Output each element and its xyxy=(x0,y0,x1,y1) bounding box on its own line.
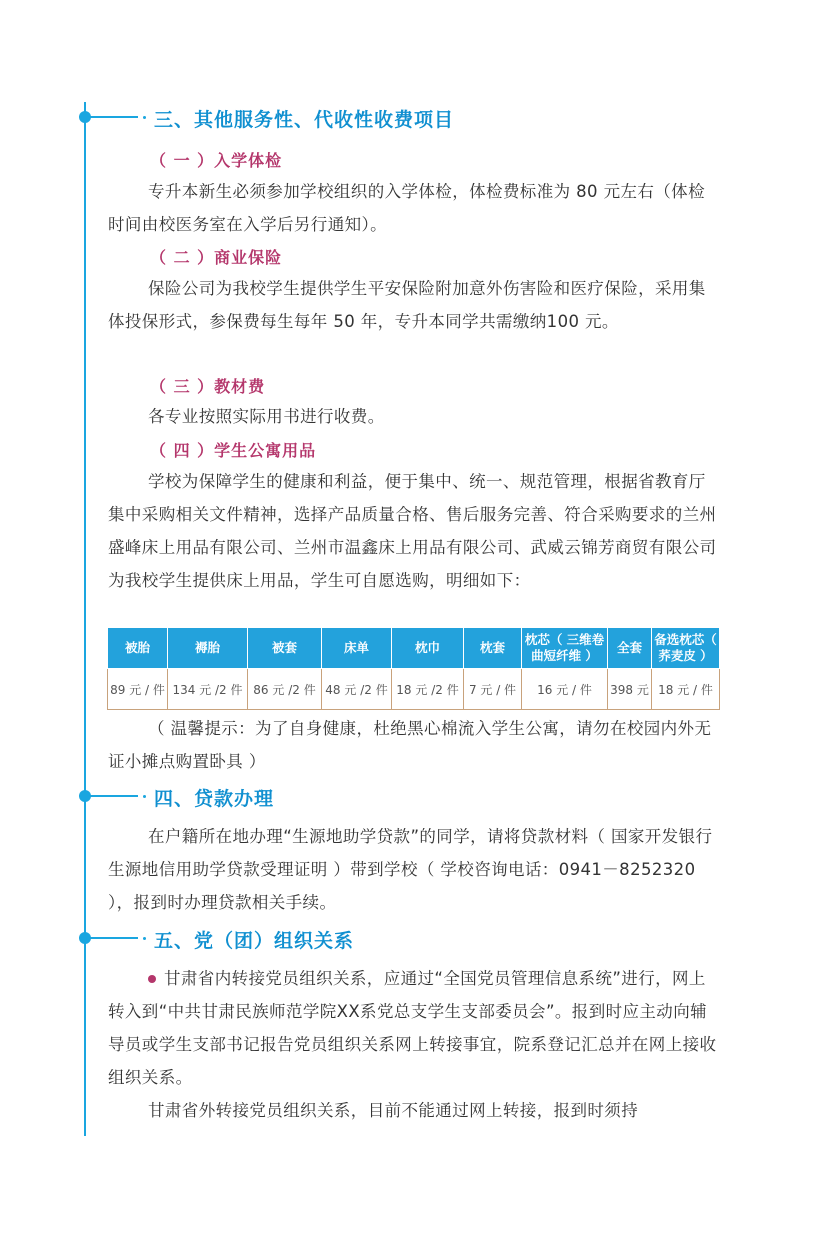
paragraph-party-in-province xyxy=(108,962,720,1094)
table-cell: 18 元 /2 件 xyxy=(392,669,464,710)
section-marker-small-dot xyxy=(143,116,146,119)
section-title-party-relations: 五、党（团）组织关系 xyxy=(154,930,355,952)
paragraph-loans-text: 在户籍所在地办理“生源地助学贷款”的同学，请将贷款材料（ 国家开发银行生源地信用助学贷款受理证明 ）带到学校（ 学校咨询电话：0941－8252320 ），报到时办理贷款相关手续。 xyxy=(108,827,713,912)
subtitle-dorm-supplies: （ 四 ）学生公寓用品 xyxy=(150,441,317,460)
section-title-loans: 四、贷款办理 xyxy=(154,788,275,810)
table-cell: 48 元 /2 件 xyxy=(322,669,392,710)
section-marker-small-dot xyxy=(143,937,146,940)
paragraph-party-in-province-text: 甘肃省内转接党员组织关系，应通过“全国党员管理信息系统”进行，网上转入到“中共甘肃民族师范学院XX系党总支学生支部委员会”。报到时应主动向辅导员或学生支部书记报告党员组织关系网上转接事宜，院系登记汇总并在网上接收组织关系。 xyxy=(108,969,717,1087)
left-rail xyxy=(84,108,86,1136)
paragraph-dorm-supplies xyxy=(108,465,720,597)
table-header: 被胎 xyxy=(108,628,168,669)
table-header: 枕套 xyxy=(464,628,522,669)
subtitle-textbook: （ 三 ）教材费 xyxy=(150,377,266,396)
table-cell: 86 元 /2 件 xyxy=(248,669,322,710)
section-marker-line xyxy=(88,116,138,118)
table-header: 枕芯（ 三维卷曲短纤维 ） xyxy=(522,628,608,669)
paragraph-insurance xyxy=(108,272,720,338)
paragraph-loans xyxy=(108,820,720,919)
paragraph-textbook xyxy=(108,400,720,433)
table-header: 褥胎 xyxy=(168,628,248,669)
table-cell: 16 元 / 件 xyxy=(522,669,608,710)
table-header: 被套 xyxy=(248,628,322,669)
bullet-dot-icon xyxy=(148,975,156,983)
table-cell: 398 元 xyxy=(608,669,652,710)
table-cell: 89 元 / 件 xyxy=(108,669,168,710)
section-marker-line xyxy=(88,795,138,797)
table-cell: 7 元 / 件 xyxy=(464,669,522,710)
table-header: 备选枕芯（ 荞麦皮 ） xyxy=(652,628,720,669)
table-cell: 134 元 /2 件 xyxy=(168,669,248,710)
table-header: 枕巾 xyxy=(392,628,464,669)
paragraph-physical-exam-text: 专升本新生必须参加学校组织的入学体检，体检费标准为 80 元左右（体检时间由校医务室在入学后另行通知）。 xyxy=(108,182,705,234)
table-header: 全套 xyxy=(608,628,652,669)
table-row xyxy=(108,669,720,710)
section-marker-small-dot xyxy=(143,795,146,798)
paragraph-party-out-province-text: 甘肃省外转接党员组织关系，目前不能通过网上转接，报到时须持 xyxy=(148,1101,639,1120)
table-cell: 18 元 / 件 xyxy=(652,669,720,710)
section-marker-line xyxy=(88,937,138,939)
paragraph-tip-text: （ 温馨提示：为了自身健康，杜绝黑心棉流入学生公寓，请勿在校园内外无证小摊点购置卧具 ） xyxy=(108,719,712,771)
subtitle-insurance: （ 二 ）商业保险 xyxy=(150,248,283,267)
paragraph-party-out-province xyxy=(108,1094,720,1127)
bedding-price-table xyxy=(107,627,720,710)
table-header: 床单 xyxy=(322,628,392,669)
paragraph-tip xyxy=(108,712,720,778)
paragraph-insurance-text: 保险公司为我校学生提供学生平安保险附加意外伤害险和医疗保险，采用集体投保形式，参保费每生每年 50 年，专升本同学共需缴纳100 元。 xyxy=(108,279,706,331)
paragraph-physical-exam xyxy=(108,175,720,241)
paragraph-dorm-supplies-text: 学校为保障学生的健康和利益，便于集中、统一、规范管理，根据省教育厅集中采购相关文件精神，选择产品质量合格、售后服务完善、符合采购要求的兰州盛峰床上用品有限公司、兰州市温鑫床上用品有限公司、武威云锦芳商贸有限公司为我校学生提供床上用品，学生可自愿选购，明细如下： xyxy=(108,472,717,590)
subtitle-physical-exam: （ 一 ）入学体检 xyxy=(150,151,283,170)
rail-top-tick xyxy=(84,102,86,108)
section-title-other-fees: 三、其他服务性、代收性收费项目 xyxy=(154,109,455,131)
paragraph-textbook-text: 各专业按照实际用书进行收费。 xyxy=(148,407,385,426)
table-header-row xyxy=(108,628,720,669)
